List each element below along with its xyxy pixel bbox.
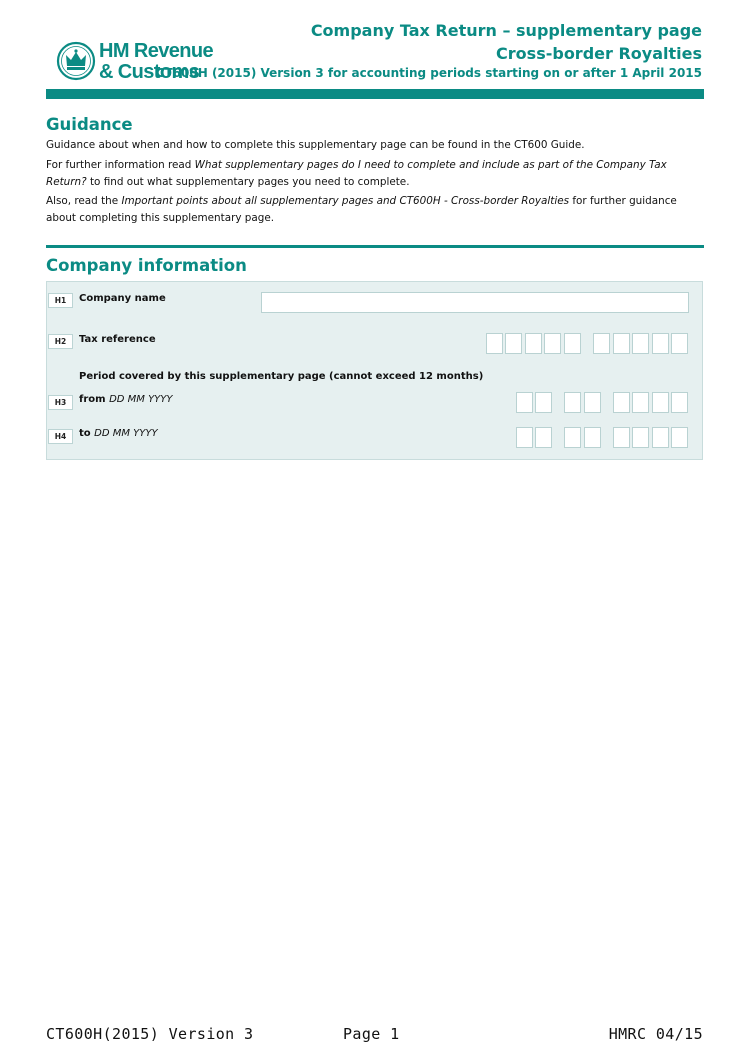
from-month-1[interactable] <box>564 392 581 413</box>
from-year-2[interactable] <box>632 392 649 413</box>
form-title: Company Tax Return – supplementary page <box>310 21 702 40</box>
footer-issuer-date: HMRC 04/15 <box>608 1025 703 1043</box>
tax-ref-digit-3[interactable] <box>525 333 542 354</box>
to-year-1[interactable] <box>613 427 630 448</box>
from-year-1[interactable] <box>613 392 630 413</box>
tax-ref-digit-8[interactable] <box>632 333 649 354</box>
from-month-2[interactable] <box>584 392 601 413</box>
to-year-3[interactable] <box>652 427 669 448</box>
box-code-h1: H1 <box>48 293 73 308</box>
tax-ref-digit-4[interactable] <box>544 333 561 354</box>
tax-ref-digit-2[interactable] <box>505 333 522 354</box>
to-date-label <box>79 428 158 439</box>
crown-emblem-icon <box>56 40 96 82</box>
form-subtitle: Cross-border Royalties <box>496 44 702 63</box>
tax-ref-digit-9[interactable] <box>652 333 669 354</box>
to-day-2[interactable] <box>535 427 552 448</box>
from-day-1[interactable] <box>516 392 533 413</box>
period-note: Period covered by this supplementary page (cannot exceed 12 months) <box>79 371 484 382</box>
tax-ref-digit-6[interactable] <box>593 333 610 354</box>
box-code-h2: H2 <box>48 334 73 349</box>
company-info-heading: Company information <box>46 256 247 275</box>
tax-ref-digit-10[interactable] <box>671 333 688 354</box>
guidance-heading: Guidance <box>46 115 133 134</box>
to-date-format: DD MM YYYY <box>94 428 158 439</box>
section-divider <box>46 245 704 248</box>
tax-ref-digit-1[interactable] <box>486 333 503 354</box>
guidance-p3-text-b: for further guidance about completing this supplementary page. <box>46 195 677 224</box>
form-version: CT600H (2015) Version 3 for accounting periods starting on or after 1 April 2015 <box>155 66 702 80</box>
header-divider <box>46 89 704 99</box>
guidance-paragraph-2 <box>46 157 706 191</box>
company-name-field[interactable] <box>261 292 689 313</box>
from-date-label <box>79 394 173 405</box>
footer-form-id: CT600H(2015) Version 3 <box>46 1025 254 1043</box>
from-date-format: DD MM YYYY <box>109 394 173 405</box>
to-month-2[interactable] <box>584 427 601 448</box>
brand-line-2: & Customs <box>99 61 200 83</box>
company-info-panel <box>46 281 703 460</box>
footer-page-number: Page 1 <box>343 1025 400 1043</box>
box-code-h4: H4 <box>48 429 73 444</box>
from-year-4[interactable] <box>671 392 688 413</box>
tax-ref-digit-7[interactable] <box>613 333 630 354</box>
guidance-p2-reference: What supplementary pages do I need to complete and include as part of the Company Tax Return? <box>46 159 667 188</box>
guidance-p3-text-a: Also, read the <box>46 195 122 207</box>
box-code-h3: H3 <box>48 395 73 410</box>
to-year-4[interactable] <box>671 427 688 448</box>
tax-ref-digit-5[interactable] <box>564 333 581 354</box>
to-day-1[interactable] <box>516 427 533 448</box>
company-name-label: Company name <box>79 293 166 304</box>
to-year-2[interactable] <box>632 427 649 448</box>
guidance-paragraph-1: Guidance about when and how to complete this supplementary page can be found in the CT600 Guide. <box>46 139 585 151</box>
from-year-3[interactable] <box>652 392 669 413</box>
guidance-p3-reference: Important points about all supplementary pages and CT600H - Cross-border Royalties <box>121 195 570 207</box>
tax-reference-label: Tax reference <box>79 334 156 345</box>
guidance-p2-text-b: to find out what supplementary pages you need to complete. <box>86 176 410 188</box>
guidance-p2-text-a: For further information read <box>46 159 195 171</box>
guidance-paragraph-3 <box>46 193 706 227</box>
from-label: from <box>79 394 106 405</box>
to-label: to <box>79 428 91 439</box>
to-month-1[interactable] <box>564 427 581 448</box>
brand-line-1: HM Revenue <box>99 40 214 62</box>
from-day-2[interactable] <box>535 392 552 413</box>
